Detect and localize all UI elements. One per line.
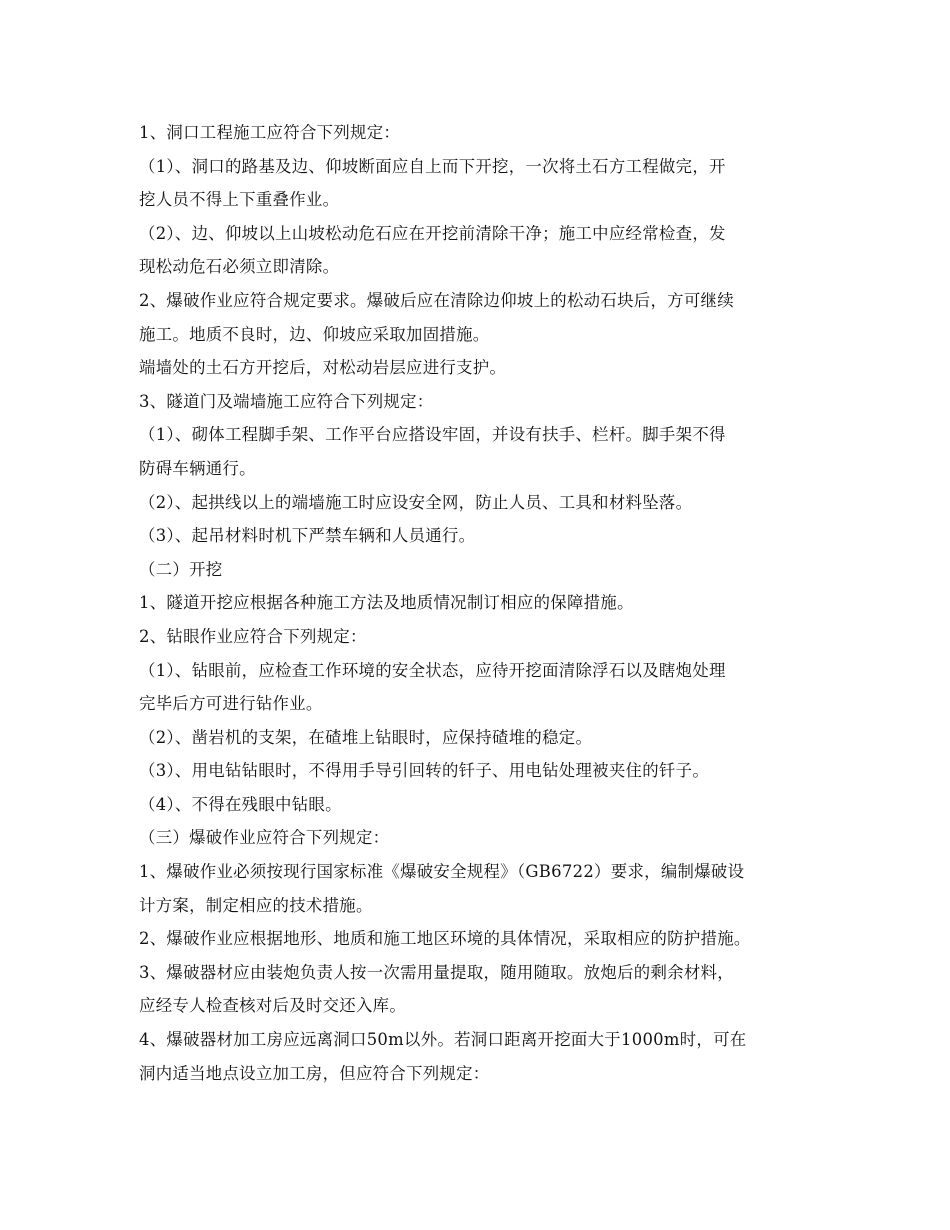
text-line: 现松动危石必须立即清除。 bbox=[139, 257, 340, 277]
text-line: 施工。地质不良时，边、仰坡应采取加固措施。 bbox=[139, 324, 490, 344]
text-line: 挖人员不得上下重叠作业。 bbox=[139, 190, 340, 210]
text-line: （3）、用电钻钻眼时，不得用手导引回转的钎子、用电钻处理被夹住的钎子。 bbox=[139, 761, 710, 781]
text-line: 完毕后方可进行钻作业。 bbox=[139, 694, 323, 714]
text-line: 1、爆破作业必须按现行国家标准《爆破安全规程》（GB6722）要求，编制爆破设 bbox=[139, 862, 745, 882]
text-line: （1）、钻眼前，应检查工作环境的安全状态，应待开挖面清除浮石以及瞎炮处理 bbox=[139, 660, 726, 680]
text-line: 应经专人检查核对后及时交还入库。 bbox=[139, 996, 407, 1016]
text-line: 2、爆破作业应符合规定要求。爆破后应在清除边仰坡上的松动石块后，方可继续 bbox=[139, 290, 734, 310]
text-line: （3）、起吊材料时机下严禁车辆和人员通行。 bbox=[139, 526, 476, 546]
text-line: 1、洞口工程施工应符合下列规定： bbox=[139, 123, 401, 142]
text-line: （1）、洞口的路基及边、仰坡断面应自上而下开挖，一次将土石方工程做完，开 bbox=[139, 156, 726, 176]
text-line: 2、爆破作业应根据地形、地质和施工地区环境的具体情况，采取相应的防护措施。 bbox=[139, 929, 751, 949]
text-line: （2）、边、仰坡以上山坡松动危石应在开挖前清除干净；施工中应经常检查，发 bbox=[139, 223, 726, 243]
text-line: 3、隧道门及端墙施工应符合下列规定： bbox=[139, 391, 434, 411]
text-line: 防碍车辆通行。 bbox=[139, 458, 256, 478]
text-line: （1）、砌体工程脚手架、工作平台应搭设牢固，并设有扶手、栏杆。脚手架不得 bbox=[139, 425, 726, 445]
text-line: （三）爆破作业应符合下列规定： bbox=[139, 828, 390, 848]
text-line: 4、爆破器材加工房应远离洞口50m以外。若洞口距离开挖面大于1000m时，可在 bbox=[139, 1030, 747, 1050]
text-line: （4）、不得在残眼中钻眼。 bbox=[139, 794, 342, 814]
text-line: 1、隧道开挖应根据各种施工方法及地质情况制订相应的保障措施。 bbox=[139, 593, 634, 613]
text-line: （2）、起拱线以上的端墙施工时应设安全网，防止人员、工具和材料坠落。 bbox=[139, 492, 693, 512]
text-line: 3、爆破器材应由装炮负责人按一次需用量提取，随用随取。放炮后的剩余材料， bbox=[139, 962, 734, 982]
text-line: 端墙处的土石方开挖后，对松动岩层应进行支护。 bbox=[139, 358, 507, 378]
text-line: （二）开挖 bbox=[139, 559, 223, 579]
text-line: （2）、凿岩机的支架，在碴堆上钻眼时，应保持碴堆的稳定。 bbox=[139, 727, 593, 747]
text-line: 洞内适当地点设立加工房，但应符合下列规定： bbox=[139, 1063, 490, 1083]
document-body bbox=[139, 116, 819, 1090]
text-line: 计方案，制定相应的技术措施。 bbox=[139, 895, 373, 915]
text-line: 2、钻眼作业应符合下列规定： bbox=[139, 626, 367, 646]
